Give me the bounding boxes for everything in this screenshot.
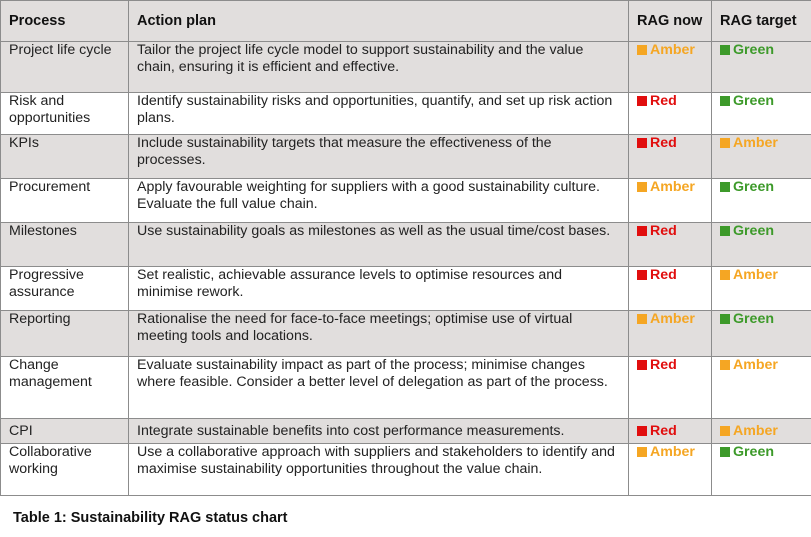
rag-target-cell [712, 357, 811, 419]
rag-status-label: Red [650, 223, 677, 239]
header-row [1, 1, 811, 42]
rag-target-cell [712, 135, 811, 179]
process-cell: Procurement [1, 179, 129, 223]
rag-target-cell [712, 311, 811, 357]
rag-status-label: Amber [733, 357, 778, 373]
action-plan-cell: Tailor the project life cycle model to support sustainability and the value chain, ensuring it is efficient and effective. [129, 42, 629, 93]
rag-status-square-icon [720, 138, 730, 148]
rag-status-label: Green [733, 444, 775, 460]
table-row [1, 42, 811, 93]
rag-status-square-icon [720, 182, 730, 192]
rag-target-cell [712, 444, 811, 496]
table-row [1, 267, 811, 311]
rag-now-cell [629, 267, 712, 311]
rag-status-label: Amber [733, 423, 778, 439]
action-plan-cell: Identify sustainability risks and opportunities, quantify, and set up risk action plans. [129, 93, 629, 135]
rag-target-cell [712, 42, 811, 93]
rag-status-label: Green [733, 311, 775, 327]
rag-now-cell [629, 357, 712, 419]
rag-status-square-icon [637, 96, 647, 106]
table-row [1, 179, 811, 223]
rag-status-square-icon [720, 314, 730, 324]
rag-status-square-icon [637, 447, 647, 457]
header-action-plan: Action plan [129, 1, 629, 42]
action-plan-cell: Use a collaborative approach with suppliers and stakeholders to identify and maximise sustainability opportunities throughout the value chain. [129, 444, 629, 496]
rag-target-cell [712, 223, 811, 267]
table-row [1, 311, 811, 357]
table-row [1, 357, 811, 419]
process-cell: Risk and opportunities [1, 93, 129, 135]
rag-status-square-icon [720, 226, 730, 236]
table-row [1, 223, 811, 267]
process-cell: CPI [1, 419, 129, 444]
rag-status-square-icon [637, 426, 647, 436]
action-plan-cell: Rationalise the need for face-to-face meetings; optimise use of virtual meeting tools and locations. [129, 311, 629, 357]
rag-now-cell [629, 135, 712, 179]
rag-status-label: Green [733, 179, 775, 195]
rag-status-square-icon [637, 314, 647, 324]
header-process: Process [1, 1, 129, 42]
rag-status-square-icon [637, 226, 647, 236]
table-body [1, 42, 811, 496]
rag-status-square-icon [720, 426, 730, 436]
header-rag-target: RAG target [712, 1, 811, 42]
process-cell: Reporting [1, 311, 129, 357]
rag-status-label: Amber [650, 42, 695, 58]
rag-now-cell [629, 42, 712, 93]
rag-status-square-icon [720, 360, 730, 370]
header-rag-now: RAG now [629, 1, 712, 42]
rag-status-label: Amber [733, 267, 778, 283]
rag-now-cell [629, 223, 712, 267]
action-plan-cell: Integrate sustainable benefits into cost performance measurements. [129, 419, 629, 444]
action-plan-cell: Evaluate sustainability impact as part of the process; minimise changes where feasible. Consider a better level of delegation as part of the process. [129, 357, 629, 419]
rag-status-label: Red [650, 267, 677, 283]
rag-status-label: Red [650, 135, 677, 151]
rag-status-square-icon [637, 360, 647, 370]
rag-status-square-icon [720, 45, 730, 55]
rag-now-cell [629, 93, 712, 135]
rag-now-cell [629, 311, 712, 357]
rag-status-label: Red [650, 357, 677, 373]
process-cell: Progressive assurance [1, 267, 129, 311]
table-row [1, 93, 811, 135]
rag-status-label: Amber [733, 135, 778, 151]
rag-status-square-icon [637, 45, 647, 55]
rag-status-square-icon [637, 182, 647, 192]
rag-target-cell [712, 93, 811, 135]
rag-status-label: Green [733, 93, 775, 109]
process-cell: Collaborative working [1, 444, 129, 496]
rag-status-label: Red [650, 423, 677, 439]
rag-status-label: Green [733, 223, 775, 239]
rag-status-square-icon [720, 96, 730, 106]
process-cell: KPIs [1, 135, 129, 179]
process-cell: Change management [1, 357, 129, 419]
rag-status-square-icon [637, 138, 647, 148]
rag-status-square-icon [720, 270, 730, 280]
rag-status-label: Amber [650, 444, 695, 460]
rag-status-square-icon [637, 270, 647, 280]
action-plan-cell: Use sustainability goals as milestones as well as the usual time/cost bases. [129, 223, 629, 267]
process-cell: Project life cycle [1, 42, 129, 93]
rag-status-square-icon [720, 447, 730, 457]
table-row [1, 419, 811, 444]
rag-now-cell [629, 179, 712, 223]
table-row [1, 135, 811, 179]
action-plan-cell: Apply favourable weighting for suppliers with a good sustainability culture. Evaluate the full value chain. [129, 179, 629, 223]
rag-status-label: Amber [650, 179, 695, 195]
action-plan-cell: Include sustainability targets that measure the effectiveness of the processes. [129, 135, 629, 179]
rag-status-label: Red [650, 93, 677, 109]
rag-status-label: Green [733, 42, 775, 58]
table-row [1, 444, 811, 496]
action-plan-cell: Set realistic, achievable assurance levels to optimise resources and minimise rework. [129, 267, 629, 311]
process-cell: Milestones [1, 223, 129, 267]
rag-target-cell [712, 179, 811, 223]
rag-target-cell [712, 419, 811, 444]
rag-now-cell [629, 419, 712, 444]
table-caption: Table 1: Sustainability RAG status chart [13, 510, 288, 526]
rag-status-label: Amber [650, 311, 695, 327]
rag-target-cell [712, 267, 811, 311]
rag-now-cell [629, 444, 712, 496]
